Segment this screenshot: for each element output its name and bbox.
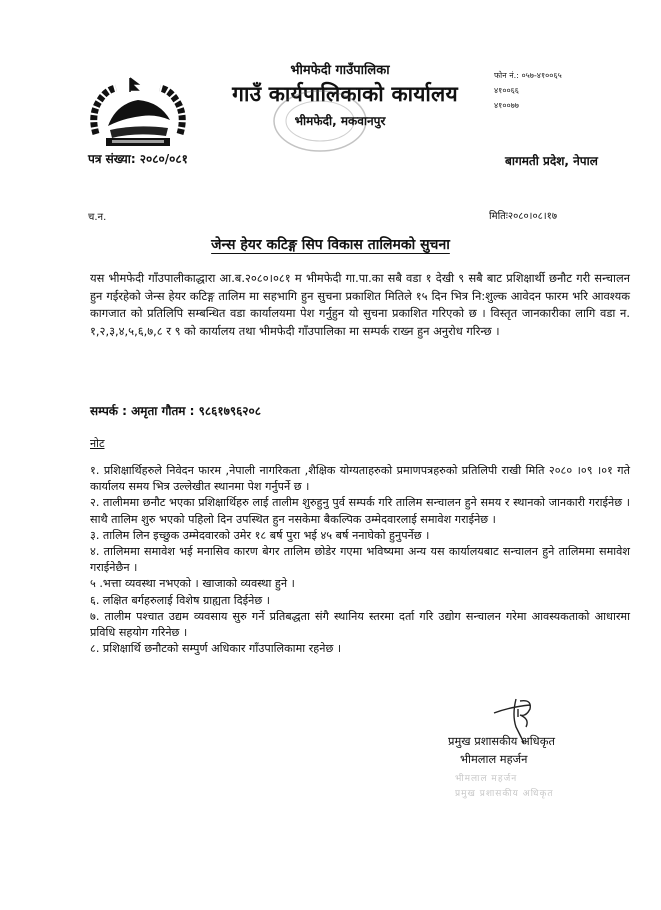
dispatch-number: च.न. bbox=[88, 212, 107, 223]
note-item: ८. प्रशिक्षार्थि छनौटको सम्पुर्ण अधिकार गाँउपालिकामा रहनेछ । bbox=[90, 642, 342, 656]
phone-line-3: ४१००७७ bbox=[494, 101, 519, 110]
letter-date: मितिः२०८०।०८।१७ bbox=[489, 211, 558, 222]
stamp-line-1: भीमलाल महर्जन bbox=[455, 774, 518, 784]
note-item: ७. तालीम पश्चात उद्यम व्यवसाय सुरु गर्ने प्रतिबद्धता संगै स्थानिय स्तरमा दर्ता गरि उद्योग सन्चालन गरेमा आवस्यकताको आधारमा प्रविधि सहयोग गरिनेछ । bbox=[90, 609, 630, 640]
note-item: ६. लक्षित बर्गहरुलाई विशेष ग्राह्यता दिईनेछ । bbox=[90, 593, 270, 607]
contact-line: सम्पर्क : अमृता गौतम : ९८६१७९६२०८ bbox=[90, 404, 262, 418]
phone-line-2: ४१००६६ bbox=[494, 86, 519, 95]
phone-numbers bbox=[494, 68, 562, 113]
notice-body: यस भीमफेदी गाँउपालीकाद्धारा आ.ब.२०८०।०८१ म भीमफेदी गा.पा.का सबै वडा १ देखी ९ सबै बाट प्रशिक्षार्थी छनौट गरी सन्चालन हुन गईरहेको जेन्स हेयर कटिङ्ग तालिम मा सहभागि हुन सुचना प्रकाशित मितिले १५ दिन भित्र नि:शुल्क आवेदन फारम भरि आवश्यक कागजात को प्रतिलिपि सम्बन्धित वडा कार्यालयमा पेश गर्नुहुन यो सुचना प्रकाशित गरिएको छ । विस्तृत जानकारीका लागि वडा न. १,२,३,४,५,६,७,८ र ९ को कार्यालय तथा भीमफेदी गाँउपालिका मा सम्पर्क राख्न हुन अनुरोध गरिन्छ । bbox=[90, 271, 630, 338]
notice-title-text: जेन्स हेयर कटिङ्ग सिप विकास तालिमको सुचना bbox=[211, 237, 450, 253]
notice-title bbox=[0, 235, 661, 254]
note-item: २. तालीममा छनौट भएका प्रशिक्षार्थिहरु लाई तालीम शुरुहुनु पुर्व सम्पर्क गरि तालिम सन्चालन हुने समय र स्थानको जानकारी गराईनेछ । साथै तालिम शुरु भएको पहिलो दिन उपस्थित हुन नसकेमा बैकल्पिक उम्मेदवारलाई समावेश गराईनेछ । bbox=[90, 496, 630, 526]
notes-list bbox=[90, 463, 630, 657]
stamp-line-2: प्रमुख प्रशासकीय अधिकृत bbox=[455, 789, 554, 799]
office-name: गाउँ कार्यपालिकाको कार्यालय bbox=[232, 82, 458, 106]
note-item: ५ .भत्ता व्यवस्था नभएको । खाजाको व्यवस्था हुने । bbox=[90, 577, 295, 591]
note-heading: नोट bbox=[90, 437, 105, 450]
government-emblem-icon bbox=[86, 74, 190, 158]
phone-line-1: फोन नं.: ०५७-४१००६५ bbox=[494, 71, 562, 80]
note-item: १. प्रशिक्षार्थिहरुले निवेदन फारम ,नेपाली नागरिकता ,शैक्षिक योग्यताहरुको प्रमाणपत्रहरुको प्रतिलिपी राखी मिति २०८० ।०९ ।०१ गते कार्यालय समय भित्र उल्लेखीत स्थानमा पेश गर्नुपर्ने छ । bbox=[90, 464, 630, 494]
province-name: बागमती प्रदेश, नेपाल bbox=[505, 154, 598, 168]
signatory-name: भीमलाल महर्जन bbox=[460, 752, 528, 766]
note-item: ३. तालिम लिन इच्छुक उम्मेदवारको उमेर १८ बर्ष पुरा भई ४५ बर्ष ननाघेको हुनुपर्नेछ । bbox=[90, 528, 430, 542]
municipality-name: भीमफेदी गाउँपालिका bbox=[290, 63, 390, 78]
faint-stamp bbox=[455, 772, 554, 802]
reference-number: पत्र संख्या: २०८०/०८१ bbox=[88, 152, 188, 166]
signatory-title: प्रमुख प्रशासकीय अधिकृत bbox=[448, 734, 555, 748]
note-item: ४. तालिममा समावेश भई मनासिव कारण बेगर तालिम छोडेर गएमा भविष्यमा अन्य यस कार्यालयबाट सन्चालन हुने तालिममा समावेश गराईनेछैन । bbox=[90, 545, 630, 575]
office-address: भीमफेदी, मकवानपुर bbox=[294, 114, 386, 128]
